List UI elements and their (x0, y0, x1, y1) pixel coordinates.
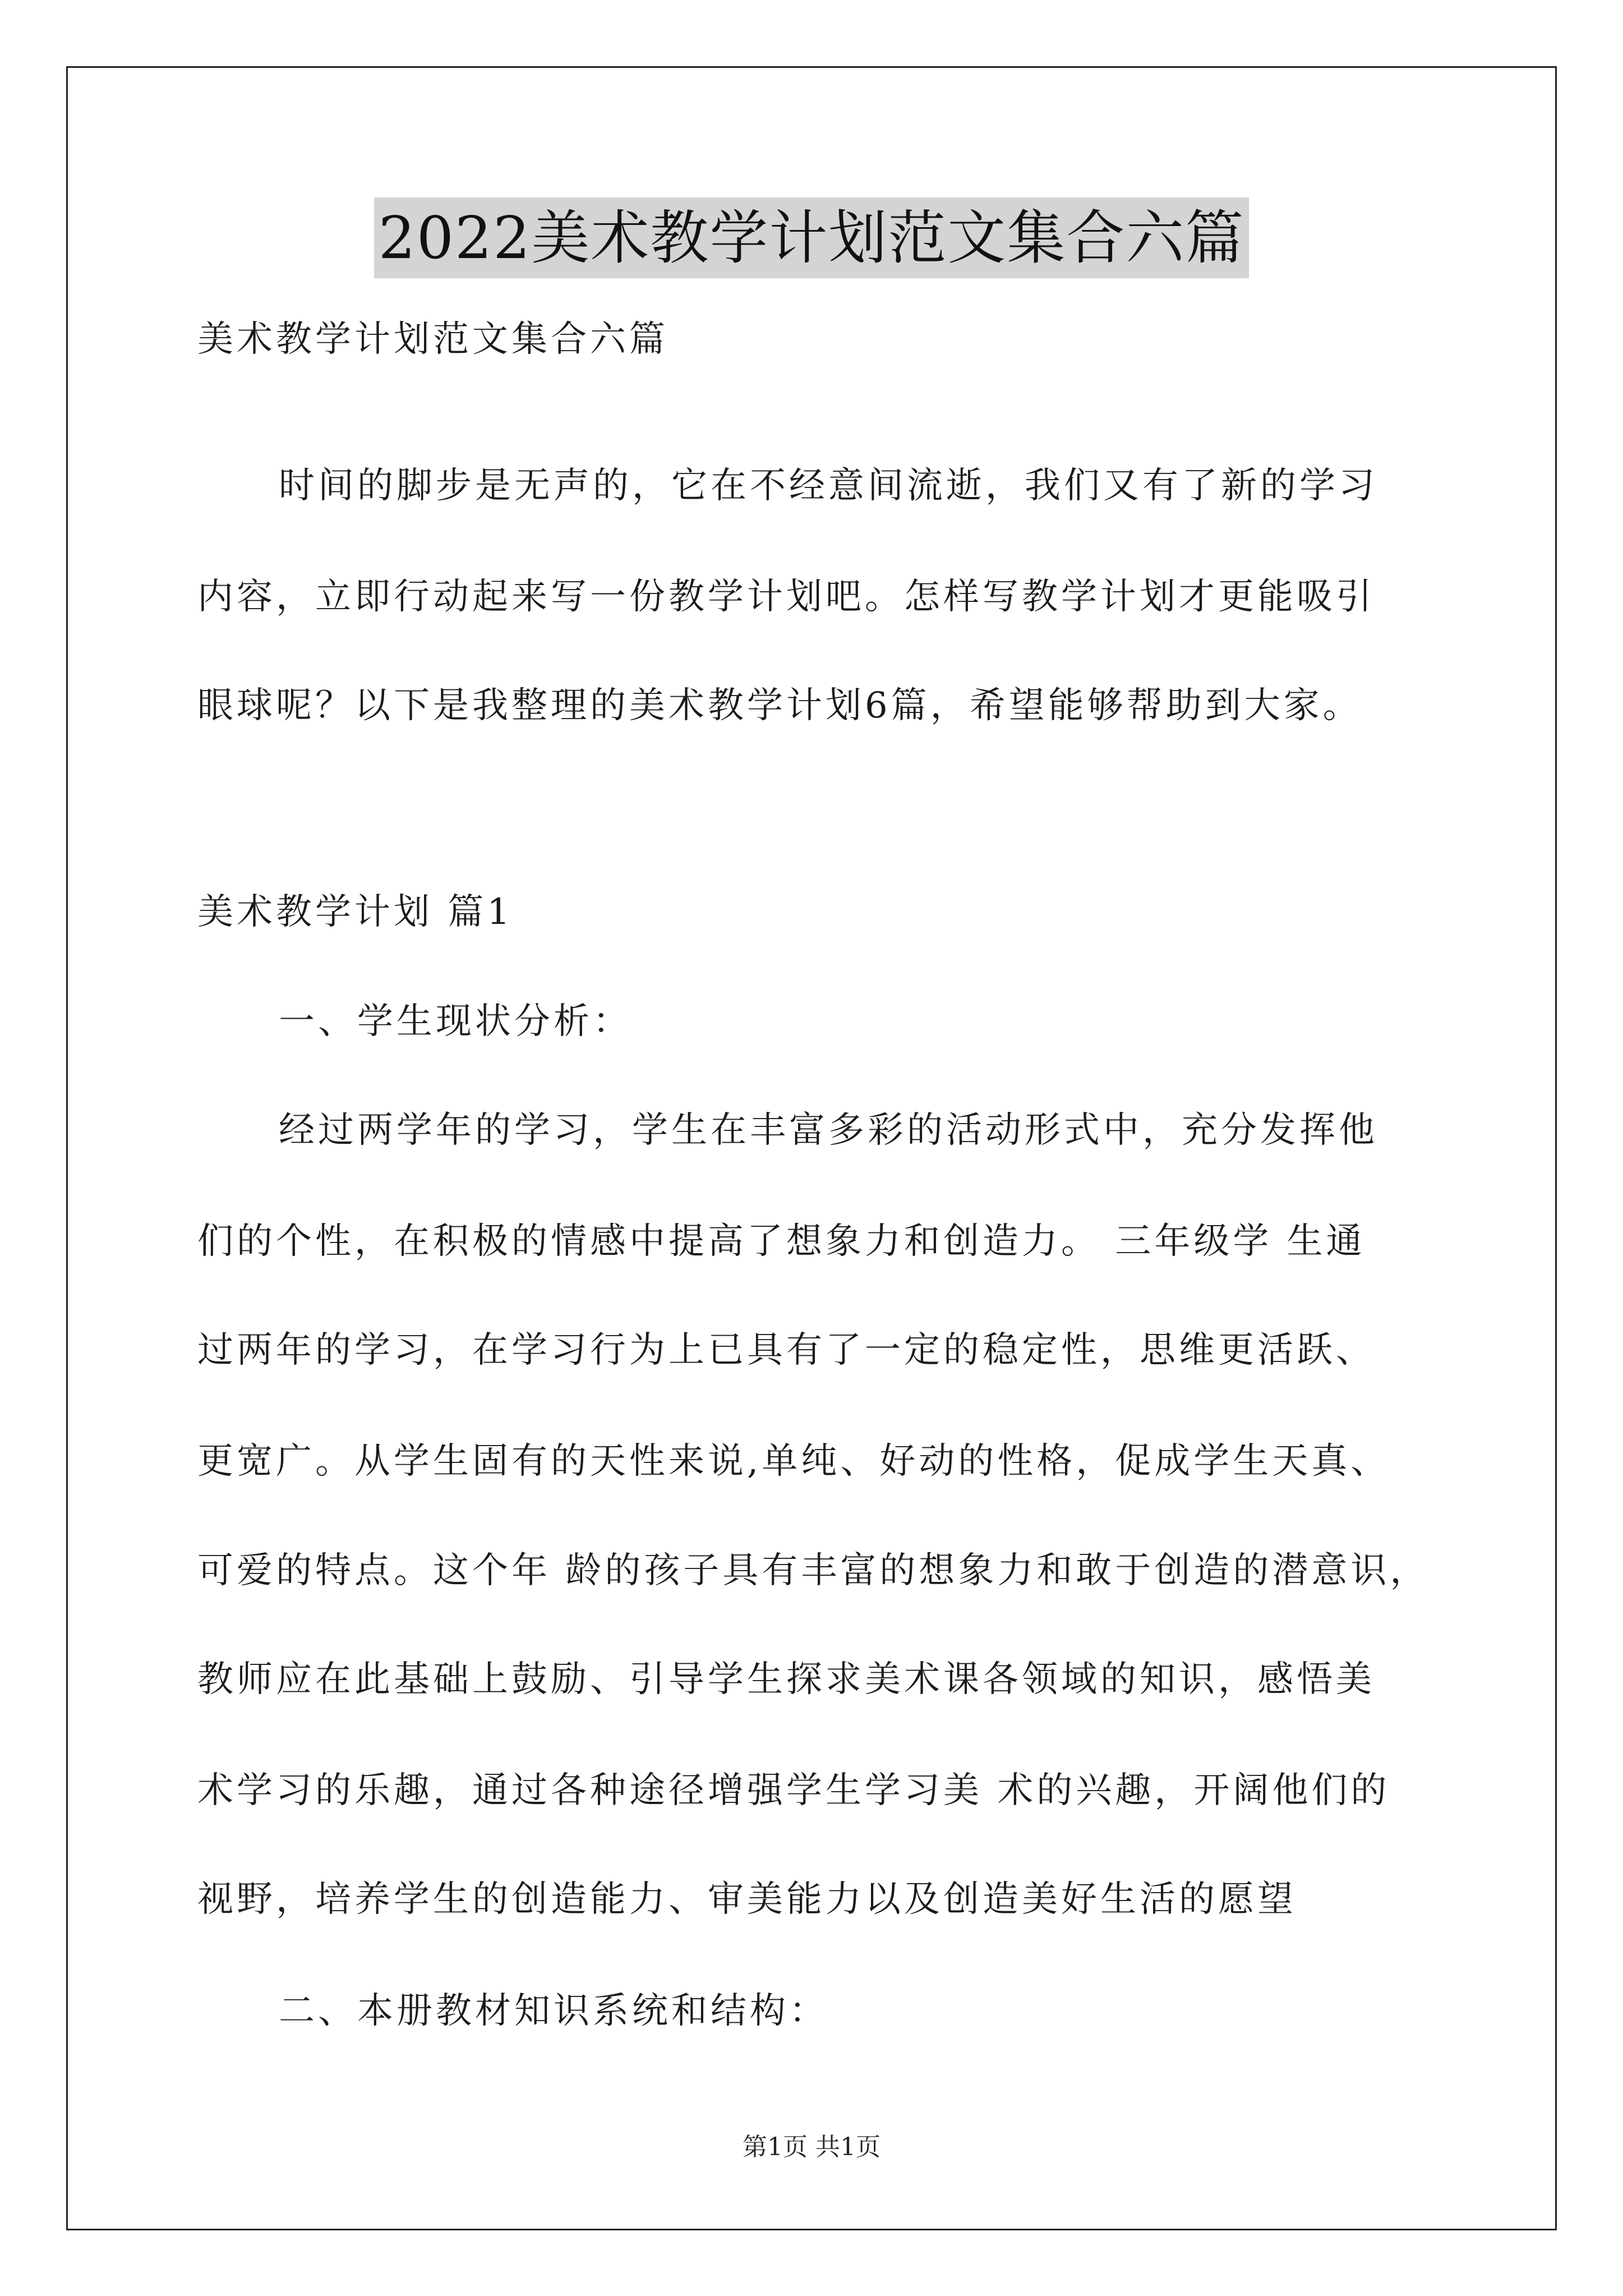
part1-line-1: 经过两学年的学习，学生在丰富多彩的活动形式中，充分发挥他 (279, 1110, 1378, 1151)
intro-line-3: 眼球呢？以下是我整理的美术教学计划6篇，希望能够帮助到大家。 (197, 685, 1362, 726)
page-footer: 第1页 共1页 (743, 2133, 880, 2161)
part1-line-2: 们的个性，在积极的情感中提高了想象力和创造力。 三年级学 生通 (197, 1221, 1366, 1262)
part1-line-3: 过两年的学习，在学习行为上已具有了一定的稳定性，思维更活跃、 (197, 1329, 1375, 1371)
part1-line-5: 可爱的特点。这个年 龄的孩子具有丰富的想象力和敢于创造的潜意识， (197, 1550, 1430, 1591)
section-heading: 美术教学计划 篇1 (197, 891, 514, 933)
document-title: 2022美术教学计划范文集合六篇 (374, 197, 1249, 278)
part2-heading: 二、本册教材知识系统和结构： (279, 1990, 828, 2032)
part1-line-6: 教师应在此基础上鼓励、引导学生探求美术课各领域的知识，感悟美 (197, 1659, 1375, 1700)
part1-line-4: 更宽广。从学生固有的天性来说,单纯、好动的性格，促成学生天真、 (197, 1441, 1390, 1482)
title-container (0, 197, 1623, 278)
intro-line-1: 时间的脚步是无声的，它在不经意间流逝，我们又有了新的学习 (279, 465, 1378, 507)
part1-heading: 一、学生现状分析： (279, 1001, 632, 1042)
intro-line-2: 内容，立即行动起来写一份教学计划吧。怎样写教学计划才更能吸引 (197, 576, 1375, 618)
document-subtitle: 美术教学计划范文集合六篇 (197, 319, 668, 360)
part1-line-8: 视野，培养学生的创造能力、审美能力以及创造美好生活的愿望 (197, 1879, 1297, 1920)
part1-line-7: 术学习的乐趣，通过各种途径增强学生学习美 术的兴趣，开阔他们的 (197, 1770, 1390, 1811)
